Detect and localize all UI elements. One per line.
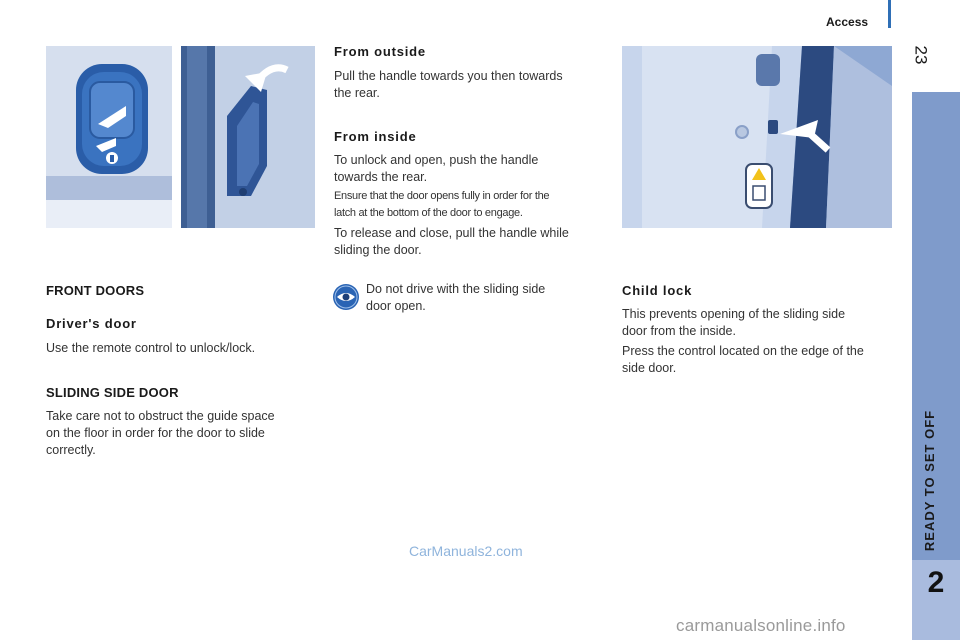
release-line-1: To release and close, pull the handle while (334, 226, 569, 240)
release-line-2: sliding the door. (334, 243, 422, 257)
drivers-door-text: Use the remote control to unlock/lock. (46, 341, 256, 355)
from-inside-line-1: To unlock and open, push the handle (334, 153, 539, 167)
front-doors-heading: FRONT DOORS (46, 283, 145, 298)
sliding-door-paragraph (46, 408, 306, 459)
child-lock-line-3: Press the control located on the edge of the (622, 344, 864, 358)
watermark-carmanualsonline[interactable]: carmanualsonline.info (676, 616, 846, 635)
sliding-door-line-3: correctly. (46, 443, 96, 457)
watermark-carmanuals2[interactable]: CarManuals2.com (409, 543, 523, 559)
sliding-door-line-2: on the floor in order for the door to slide (46, 426, 265, 440)
child-lock-paragraph (622, 306, 892, 377)
chapter-title-text: READY TO SET OFF (922, 409, 938, 551)
from-inside-paragraph (334, 152, 604, 186)
door-handle-illustration (181, 46, 315, 228)
child-lock-line-2: door from the inside. (622, 324, 736, 338)
from-outside-line-1: Pull the handle towards you then towards (334, 69, 563, 83)
from-outside-heading: From outside (334, 44, 426, 59)
warning-line-1: Do not drive with the sliding side (366, 282, 546, 296)
section-title: Access (826, 15, 869, 29)
child-lock-line-1: This prevents opening of the sliding side (622, 307, 846, 321)
child-lock-illustration (622, 46, 892, 228)
warning-line-2: door open. (366, 299, 426, 313)
remote-key-illustration (46, 46, 172, 228)
page-number-text: 23 (910, 45, 930, 65)
chapter-number: 2 (927, 566, 945, 599)
sliding-door-heading: SLIDING SIDE DOOR (46, 385, 179, 400)
from-inside-note (334, 188, 604, 222)
warning-paragraph (366, 281, 586, 315)
from-inside-line-2: towards the rear. (334, 170, 428, 184)
child-lock-heading: Child lock (622, 283, 693, 298)
from-inside-note-line-1: Ensure that the door opens fully in order for the (334, 190, 550, 202)
from-inside-note-line-2: latch at the bottom of the door to engage. (334, 207, 523, 219)
drivers-door-heading: Driver's door (46, 316, 137, 331)
chapter-title (912, 400, 948, 560)
page-number (900, 40, 940, 70)
release-paragraph (334, 225, 604, 259)
child-lock-line-4: side door. (622, 361, 677, 375)
header-accent-line (888, 0, 891, 28)
eye-warning-icon (333, 284, 359, 310)
from-outside-line-2: the rear. (334, 86, 380, 100)
from-inside-heading: From inside (334, 129, 417, 144)
from-outside-paragraph (334, 68, 604, 102)
sliding-door-line-1: Take care not to obstruct the guide space (46, 409, 275, 423)
